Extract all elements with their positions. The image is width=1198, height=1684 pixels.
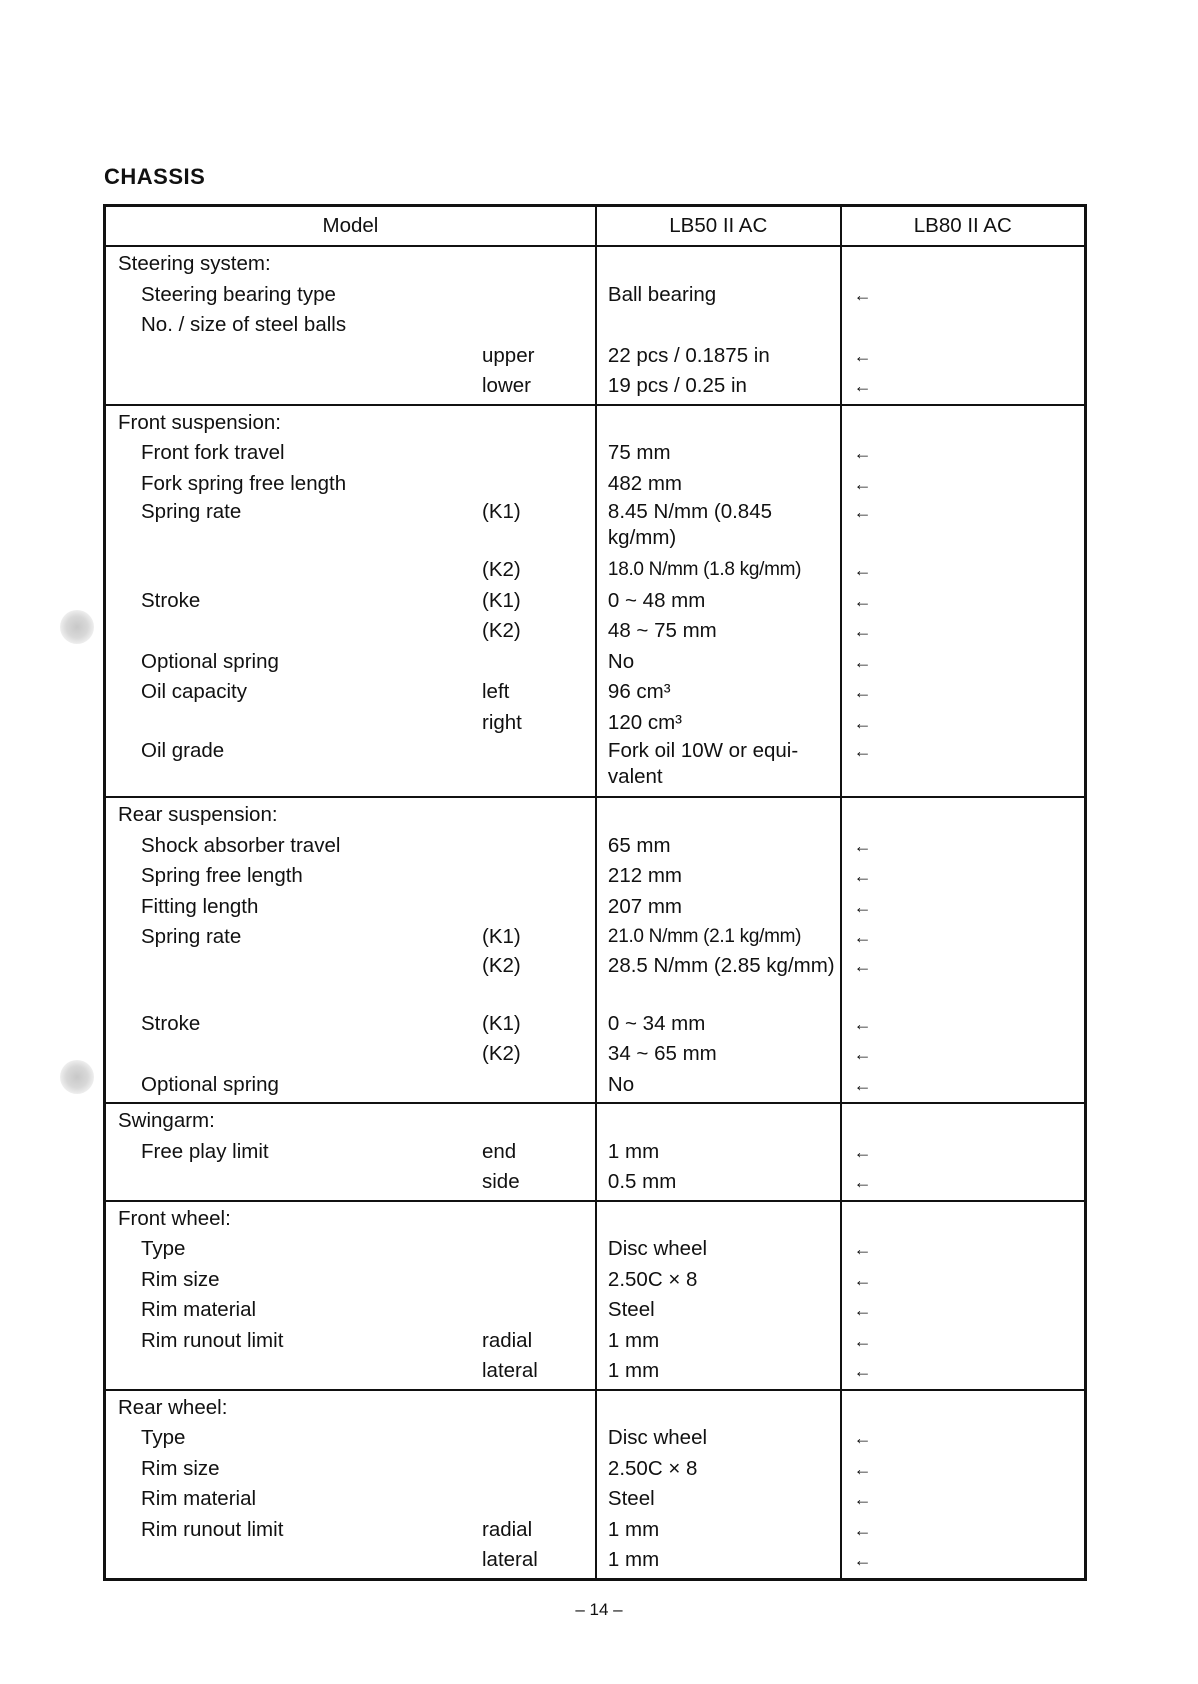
spec-row	[106, 1167, 595, 1198]
lb50-value: 22 pcs / 0.1875 in	[607, 343, 770, 367]
spec-row	[106, 708, 595, 739]
lb80-value-column	[841, 405, 1086, 798]
same-as-left-arrow-icon: ←	[853, 1489, 872, 1509]
lb50-value	[597, 249, 840, 280]
lb50-value-column	[596, 1103, 841, 1201]
spec-item-label: Type	[141, 1237, 186, 1260]
spec-item-label	[106, 619, 141, 642]
spec-item-label: Stroke	[141, 588, 201, 612]
item-column	[105, 405, 596, 798]
item-column	[105, 1103, 596, 1201]
spec-qualifier: side	[482, 1170, 520, 1193]
lb80-value-column	[841, 1103, 1086, 1201]
spec-qualifier: lateral	[482, 1359, 538, 1382]
spec-row	[106, 1009, 595, 1040]
item-column	[105, 797, 596, 1103]
spec-item-label	[106, 344, 141, 367]
spec-item-label: Steering bearing type	[141, 282, 336, 306]
spec-item-label: Fitting length	[141, 894, 259, 918]
spec-row	[106, 1423, 595, 1454]
spec-group	[105, 797, 1086, 1103]
same-as-left-arrow-icon: ←	[853, 1550, 872, 1570]
lb80-value-column	[841, 1201, 1086, 1390]
same-as-left-arrow-icon: ←	[853, 1141, 872, 1162]
table-header-row	[105, 206, 1086, 247]
spec-row	[106, 438, 595, 469]
spec-item-label: Spring rate	[141, 925, 242, 948]
lb50-value: 1 mm	[607, 1328, 660, 1352]
same-as-left-arrow-icon: ←	[853, 473, 872, 494]
same-as-left-arrow-icon	[842, 1204, 1084, 1235]
lb50-value: 96 cm³	[607, 680, 671, 703]
same-as-left-arrow-icon: ←	[853, 866, 872, 886]
spec-row	[106, 677, 595, 708]
spec-item-label: Optional spring	[141, 1072, 279, 1096]
spec-qualifier: left	[482, 680, 510, 703]
spec-row	[106, 469, 595, 500]
spec-row	[106, 831, 595, 862]
same-as-left-arrow-icon	[842, 310, 1084, 341]
lb80-header: LB80 II AC	[841, 206, 1086, 247]
same-as-left-arrow-icon: ←	[853, 896, 872, 917]
chassis-spec-table	[103, 204, 1087, 1581]
spec-row	[106, 800, 595, 831]
same-as-left-arrow-icon	[842, 249, 1084, 280]
spec-row	[106, 341, 595, 372]
lb50-value: 0 ~ 34 mm	[607, 1011, 706, 1035]
section-heading: Front wheel:	[118, 1206, 231, 1230]
lb50-value: Steel	[607, 1298, 655, 1321]
spec-qualifier: radial	[482, 1328, 533, 1352]
lb50-value: 65 mm	[607, 833, 671, 857]
spec-group	[105, 1103, 1086, 1201]
lb50-value: 18.0 N/mm (1.8 kg/mm)	[607, 559, 802, 580]
same-as-left-arrow-icon: ←	[853, 443, 872, 463]
spec-item-label: Oil grade	[141, 739, 225, 762]
spec-item-label: Spring rate	[141, 500, 242, 523]
same-as-left-arrow-icon: ←	[853, 590, 872, 611]
same-as-left-arrow-icon: ←	[853, 376, 872, 396]
spec-qualifier: right	[482, 710, 522, 734]
spec-row	[106, 499, 595, 555]
spec-row	[106, 586, 595, 617]
lb50-value-column	[596, 1390, 841, 1580]
spec-qualifier: (K2)	[482, 619, 521, 642]
lb50-value: 75 mm	[607, 441, 671, 464]
same-as-left-arrow-icon	[842, 1393, 1084, 1424]
lb50-value-column	[596, 797, 841, 1103]
spec-item-label: Optional spring	[141, 649, 279, 673]
same-as-left-arrow-icon: ←	[853, 345, 872, 366]
section-heading: Rear wheel:	[118, 1395, 228, 1419]
spec-row	[106, 1454, 595, 1485]
spec-row	[106, 1204, 595, 1235]
spec-row	[106, 1106, 595, 1137]
lb50-header: LB50 II AC	[596, 206, 841, 247]
same-as-left-arrow-icon: ←	[853, 1172, 872, 1192]
same-as-left-arrow-icon: ←	[853, 1044, 872, 1064]
spec-qualifier: (K2)	[482, 1042, 521, 1065]
lb80-value-column	[841, 246, 1086, 405]
same-as-left-arrow-icon: ←	[853, 1428, 872, 1448]
item-column	[105, 1201, 596, 1390]
same-as-left-arrow-icon: ←	[853, 1330, 872, 1351]
same-as-left-arrow-icon: ←	[853, 502, 872, 522]
scan-speck	[60, 610, 94, 644]
spec-row	[106, 738, 595, 794]
item-column	[105, 246, 596, 405]
spec-item-label: Free play limit	[141, 1139, 269, 1163]
same-as-left-arrow-icon: ←	[853, 1239, 872, 1259]
spec-item-label: Spring free length	[141, 864, 303, 887]
spec-table-body	[105, 246, 1086, 1579]
spec-row	[106, 1484, 595, 1515]
spec-group	[105, 1201, 1086, 1390]
spec-group	[105, 246, 1086, 405]
spec-row	[106, 555, 595, 586]
spec-item-label: Rim material	[141, 1487, 257, 1510]
section-heading: Rear suspension:	[118, 803, 278, 826]
page-number: – 14 –	[575, 1600, 623, 1619]
spec-item-label	[106, 1042, 141, 1065]
same-as-left-arrow-icon	[842, 1106, 1084, 1137]
lb50-value: 1 mm	[607, 1139, 660, 1163]
same-as-left-arrow-icon: ←	[853, 1013, 872, 1034]
lb80-value-column	[841, 797, 1086, 1103]
same-as-left-arrow-icon: ←	[853, 621, 872, 641]
spec-row	[106, 1295, 595, 1326]
spec-item-label	[106, 954, 141, 977]
item-column	[105, 1390, 596, 1580]
spec-item-label: No. / size of steel balls	[141, 313, 347, 336]
spec-row	[106, 647, 595, 678]
spec-qualifier: radial	[482, 1517, 533, 1541]
lb50-value: Fork oil 10W or equi- valent	[607, 739, 799, 788]
lb50-value: 212 mm	[607, 864, 682, 887]
lb50-value	[597, 310, 840, 341]
spec-row	[106, 371, 595, 402]
lb50-value: 1 mm	[607, 1548, 660, 1571]
lb50-value: 2.50C × 8	[607, 1456, 698, 1480]
lb50-value: Steel	[607, 1487, 655, 1510]
lb50-value-column	[596, 405, 841, 798]
spec-qualifier: lower	[482, 374, 531, 397]
spec-row	[106, 1393, 595, 1424]
spec-qualifier: upper	[482, 343, 535, 367]
spec-row	[106, 861, 595, 892]
lb50-value: 0.5 mm	[607, 1170, 677, 1193]
spec-row	[106, 249, 595, 280]
lb50-value: 2.50C × 8	[607, 1267, 698, 1291]
lb50-value: 8.45 N/mm (0.845 kg/mm)	[607, 500, 772, 549]
lb50-value: 0 ~ 48 mm	[607, 588, 706, 612]
spec-item-label: Rim runout limit	[141, 1517, 284, 1541]
lb50-value: 48 ~ 75 mm	[607, 619, 717, 642]
lb50-value: 120 cm³	[607, 710, 682, 734]
spec-item-label	[106, 1548, 141, 1571]
spec-qualifier: (K1)	[482, 1011, 521, 1035]
spec-qualifier: end	[482, 1139, 517, 1163]
spec-row	[106, 1326, 595, 1357]
same-as-left-arrow-icon: ←	[853, 1269, 872, 1290]
spec-qualifier: (K2)	[482, 558, 521, 581]
same-as-left-arrow-icon: ←	[853, 1361, 872, 1381]
spec-row	[106, 953, 595, 1009]
same-as-left-arrow-icon: ←	[853, 712, 872, 733]
spec-item-label	[106, 1359, 141, 1382]
lb50-value: 28.5 N/mm (2.85 kg/mm)	[607, 953, 835, 977]
spec-row	[106, 1265, 595, 1296]
same-as-left-arrow-icon: ←	[853, 1519, 872, 1540]
spec-item-label: Fork spring free length	[141, 471, 347, 495]
same-as-left-arrow-icon: ←	[853, 560, 872, 580]
lb50-value	[597, 1393, 840, 1424]
same-as-left-arrow-icon: ←	[853, 835, 872, 856]
spec-row	[106, 892, 595, 923]
same-as-left-arrow-icon: ←	[853, 955, 872, 976]
spec-qualifier: lateral	[482, 1548, 538, 1571]
same-as-left-arrow-icon	[842, 408, 1084, 439]
spec-row	[106, 1356, 595, 1387]
lb50-value: 1 mm	[607, 1517, 660, 1541]
spec-row	[106, 1039, 595, 1070]
lb50-value: 21.0 N/mm (2.1 kg/mm)	[607, 926, 802, 947]
spec-row	[106, 1545, 595, 1576]
lb50-value	[597, 408, 840, 439]
lb50-value-column	[596, 1201, 841, 1390]
lb80-value-column	[841, 1390, 1086, 1580]
same-as-left-arrow-icon: ←	[853, 682, 872, 702]
same-as-left-arrow-icon: ←	[853, 741, 872, 761]
model-header: Model	[105, 206, 596, 247]
same-as-left-arrow-icon: ←	[853, 927, 872, 947]
spec-row	[106, 922, 595, 953]
spec-item-label: Rim material	[141, 1298, 257, 1321]
lb50-value: Ball bearing	[607, 282, 717, 306]
spec-group	[105, 405, 1086, 798]
spec-item-label: Stroke	[141, 1011, 201, 1035]
page-title: CHASSIS	[104, 164, 206, 189]
lb50-value: 482 mm	[607, 471, 682, 495]
same-as-left-arrow-icon: ←	[853, 284, 872, 305]
spec-row	[106, 310, 595, 341]
lb50-value	[597, 800, 840, 831]
spec-item-label: Rim size	[141, 1456, 220, 1480]
spec-qualifier: (K2)	[482, 953, 521, 977]
lb50-value: 207 mm	[607, 894, 682, 918]
spec-row	[106, 616, 595, 647]
same-as-left-arrow-icon: ←	[853, 1074, 872, 1095]
spec-qualifier: (K1)	[482, 588, 521, 612]
spec-qualifier: (K1)	[482, 925, 521, 948]
same-as-left-arrow-icon: ←	[853, 651, 872, 672]
spec-item-label	[106, 374, 141, 397]
lb50-value: No	[607, 1072, 635, 1096]
spec-row	[106, 408, 595, 439]
spec-item-label: Rim runout limit	[141, 1328, 284, 1352]
lb50-value: Disc wheel	[607, 1426, 708, 1449]
spec-item-label	[106, 711, 141, 734]
lb50-value: No	[607, 649, 635, 673]
spec-item-label: Shock absorber travel	[141, 833, 341, 857]
lb50-value: 1 mm	[607, 1359, 660, 1382]
lb50-value: 34 ~ 65 mm	[607, 1042, 717, 1065]
same-as-left-arrow-icon: ←	[853, 1300, 872, 1320]
lb50-value: 19 pcs / 0.25 in	[607, 374, 747, 397]
lb50-value: Disc wheel	[607, 1237, 708, 1260]
spec-group	[105, 1390, 1086, 1580]
spec-row	[106, 1137, 595, 1168]
spec-row	[106, 1515, 595, 1546]
scan-speck	[60, 1060, 94, 1094]
spec-item-label: Front fork travel	[141, 441, 285, 464]
same-as-left-arrow-icon	[842, 800, 1084, 831]
lb50-value	[597, 1204, 840, 1235]
section-heading: Swingarm:	[118, 1109, 215, 1132]
spec-item-label: Type	[141, 1426, 186, 1449]
section-heading: Front suspension:	[118, 410, 281, 434]
lb50-value	[597, 1106, 840, 1137]
same-as-left-arrow-icon: ←	[853, 1458, 872, 1479]
spec-row	[106, 1234, 595, 1265]
lb50-value-column	[596, 246, 841, 405]
spec-item-label: Rim size	[141, 1267, 220, 1291]
section-heading: Steering system:	[118, 252, 271, 275]
spec-item-label	[106, 1170, 141, 1193]
spec-qualifier: (K1)	[482, 500, 521, 523]
spec-row	[106, 280, 595, 311]
spec-row	[106, 1070, 595, 1101]
spec-item-label: Oil capacity	[141, 680, 247, 703]
spec-item-label	[106, 558, 141, 581]
